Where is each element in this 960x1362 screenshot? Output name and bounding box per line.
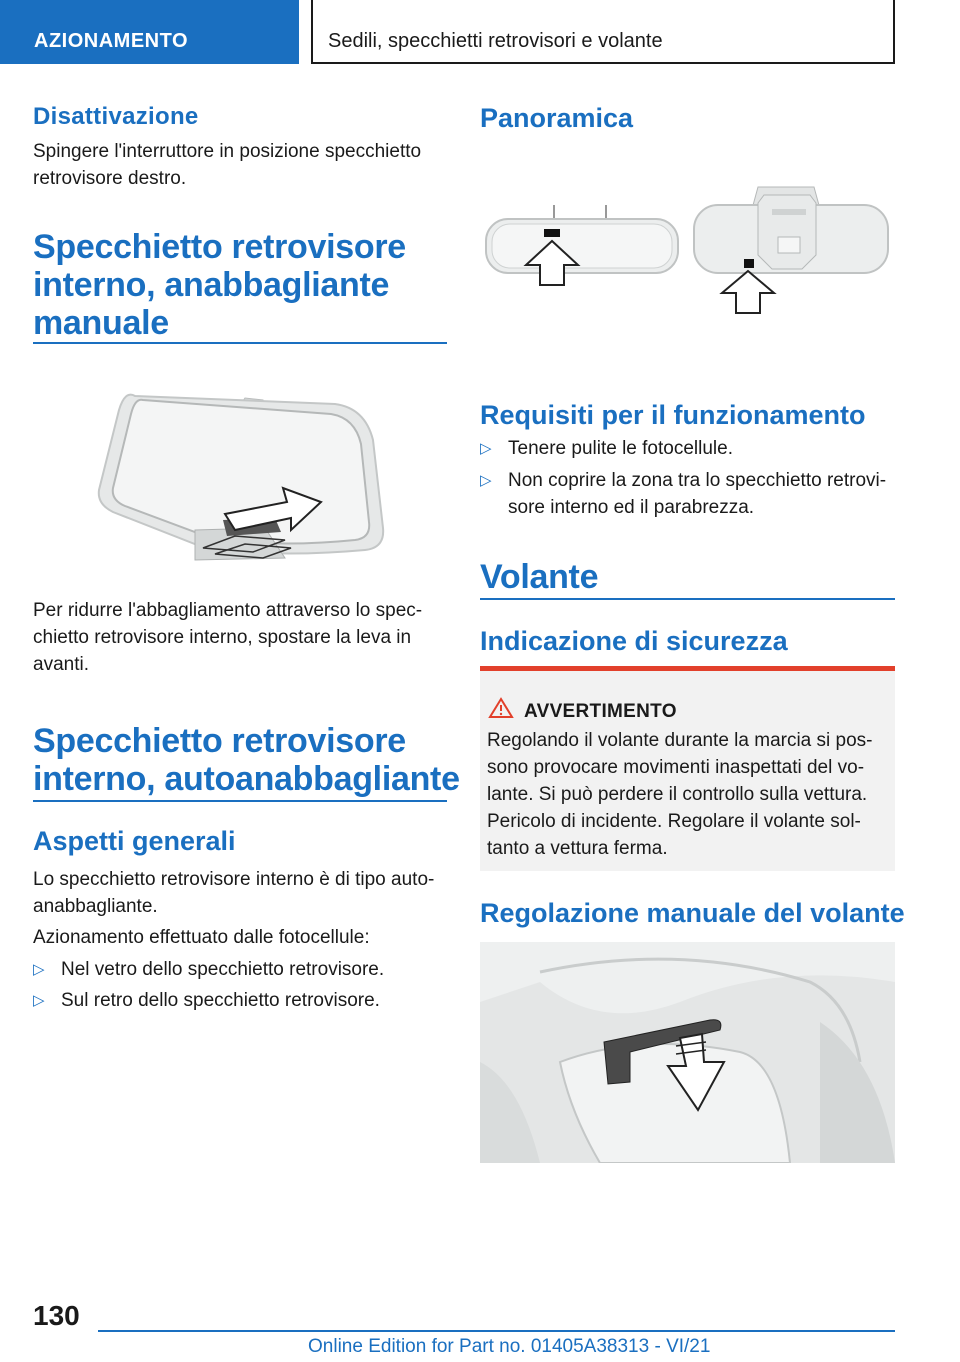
aspetti-text-1: Lo specchietto retrovisore interno è di tipo auto- bbox=[33, 869, 435, 890]
manual-mirror-heading-3: manuale bbox=[33, 304, 169, 342]
aspetti-text-2: anabbagliante. bbox=[33, 896, 158, 917]
triangle-bullet-icon: ▷ bbox=[480, 472, 492, 489]
regolazione-heading: Regolazione manuale del volante bbox=[480, 898, 905, 928]
requisiti-heading: Requisiti per il funzionamento bbox=[480, 400, 866, 430]
warning-line: Pericolo di incidente. Regolare il volante sol- bbox=[487, 811, 861, 832]
header-chapter-label: Sedili, specchietti retrovisori e volante bbox=[328, 30, 663, 52]
list-item bbox=[480, 435, 895, 462]
warning-line: sono provocare movimenti inaspettati del vo- bbox=[487, 757, 865, 778]
footer-rule bbox=[98, 1330, 895, 1332]
warning-triangle-icon bbox=[488, 697, 514, 719]
volante-heading: Volante bbox=[480, 558, 599, 596]
list-item bbox=[480, 467, 895, 521]
list-item-text: sore interno ed il parabrezza. bbox=[508, 497, 755, 518]
header-chapter-tab bbox=[311, 0, 895, 64]
warning-line: Regolando il volante durante la marcia si pos- bbox=[487, 730, 873, 751]
page-number: 130 bbox=[33, 1300, 80, 1331]
header-section-tab bbox=[0, 0, 299, 64]
list-item-text: Sul retro dello specchietto retrovisore. bbox=[61, 990, 380, 1011]
manual-mirror-heading-1: Specchietto retrovisore bbox=[33, 228, 406, 266]
aspetti-text-3: Azionamento effettuato dalle fotocellule: bbox=[33, 927, 370, 948]
triangle-bullet-icon: ▷ bbox=[33, 992, 45, 1009]
sicurezza-heading: Indicazione di sicurezza bbox=[480, 626, 788, 656]
header-section-label: AZIONAMENTO bbox=[34, 30, 189, 52]
auto-mirror-heading-1: Specchietto retrovisore bbox=[33, 722, 406, 760]
steering-lever-illustration bbox=[480, 942, 895, 1163]
list-item bbox=[33, 956, 447, 983]
manual-mirror-illustration bbox=[95, 380, 395, 570]
auto-mirror-heading-2: interno, autoanabbagliante bbox=[33, 760, 460, 798]
photocell-overview-illustration bbox=[482, 185, 892, 320]
section-rule bbox=[33, 800, 447, 802]
manual-mirror-text-1: Per ridurre l'abbagliamento attraverso lo spec- bbox=[33, 600, 423, 621]
warning-title: AVVERTIMENTO bbox=[524, 701, 677, 722]
warning-box bbox=[480, 666, 895, 871]
list-item-text: Tenere pulite le fotocellule. bbox=[508, 438, 733, 459]
section-rule bbox=[33, 342, 447, 344]
list-item-text: Nel vetro dello specchietto retrovisore. bbox=[61, 959, 385, 980]
warning-line: lante. Si può perdere il controllo sulla vettura. bbox=[487, 784, 868, 805]
disattivazione-text-2: retrovisore destro. bbox=[33, 168, 187, 189]
manual-mirror-heading-2: interno, anabbagliante bbox=[33, 266, 390, 304]
section-rule bbox=[480, 598, 895, 600]
manual-mirror-text-2: chietto retrovisore interno, spostare la leva in bbox=[33, 627, 412, 648]
disattivazione-heading: Disattivazione bbox=[33, 103, 199, 130]
warning-body bbox=[487, 727, 887, 862]
triangle-bullet-icon: ▷ bbox=[33, 961, 45, 978]
aspetti-heading: Aspetti generali bbox=[33, 826, 236, 856]
panoramica-heading: Panoramica bbox=[480, 103, 634, 133]
list-item-text: Non coprire la zona tra lo specchietto retrovi- bbox=[508, 470, 887, 491]
list-item bbox=[33, 987, 447, 1014]
manual-mirror-text-3: avanti. bbox=[33, 654, 89, 675]
triangle-bullet-icon: ▷ bbox=[480, 440, 492, 457]
warning-line: tanto a vettura ferma. bbox=[487, 838, 668, 859]
disattivazione-text-1: Spingere l'interruttore in posizione specchietto bbox=[33, 141, 422, 162]
footer-edition: Online Edition for Part no. 01405A38313 - VI/21 bbox=[308, 1336, 711, 1357]
